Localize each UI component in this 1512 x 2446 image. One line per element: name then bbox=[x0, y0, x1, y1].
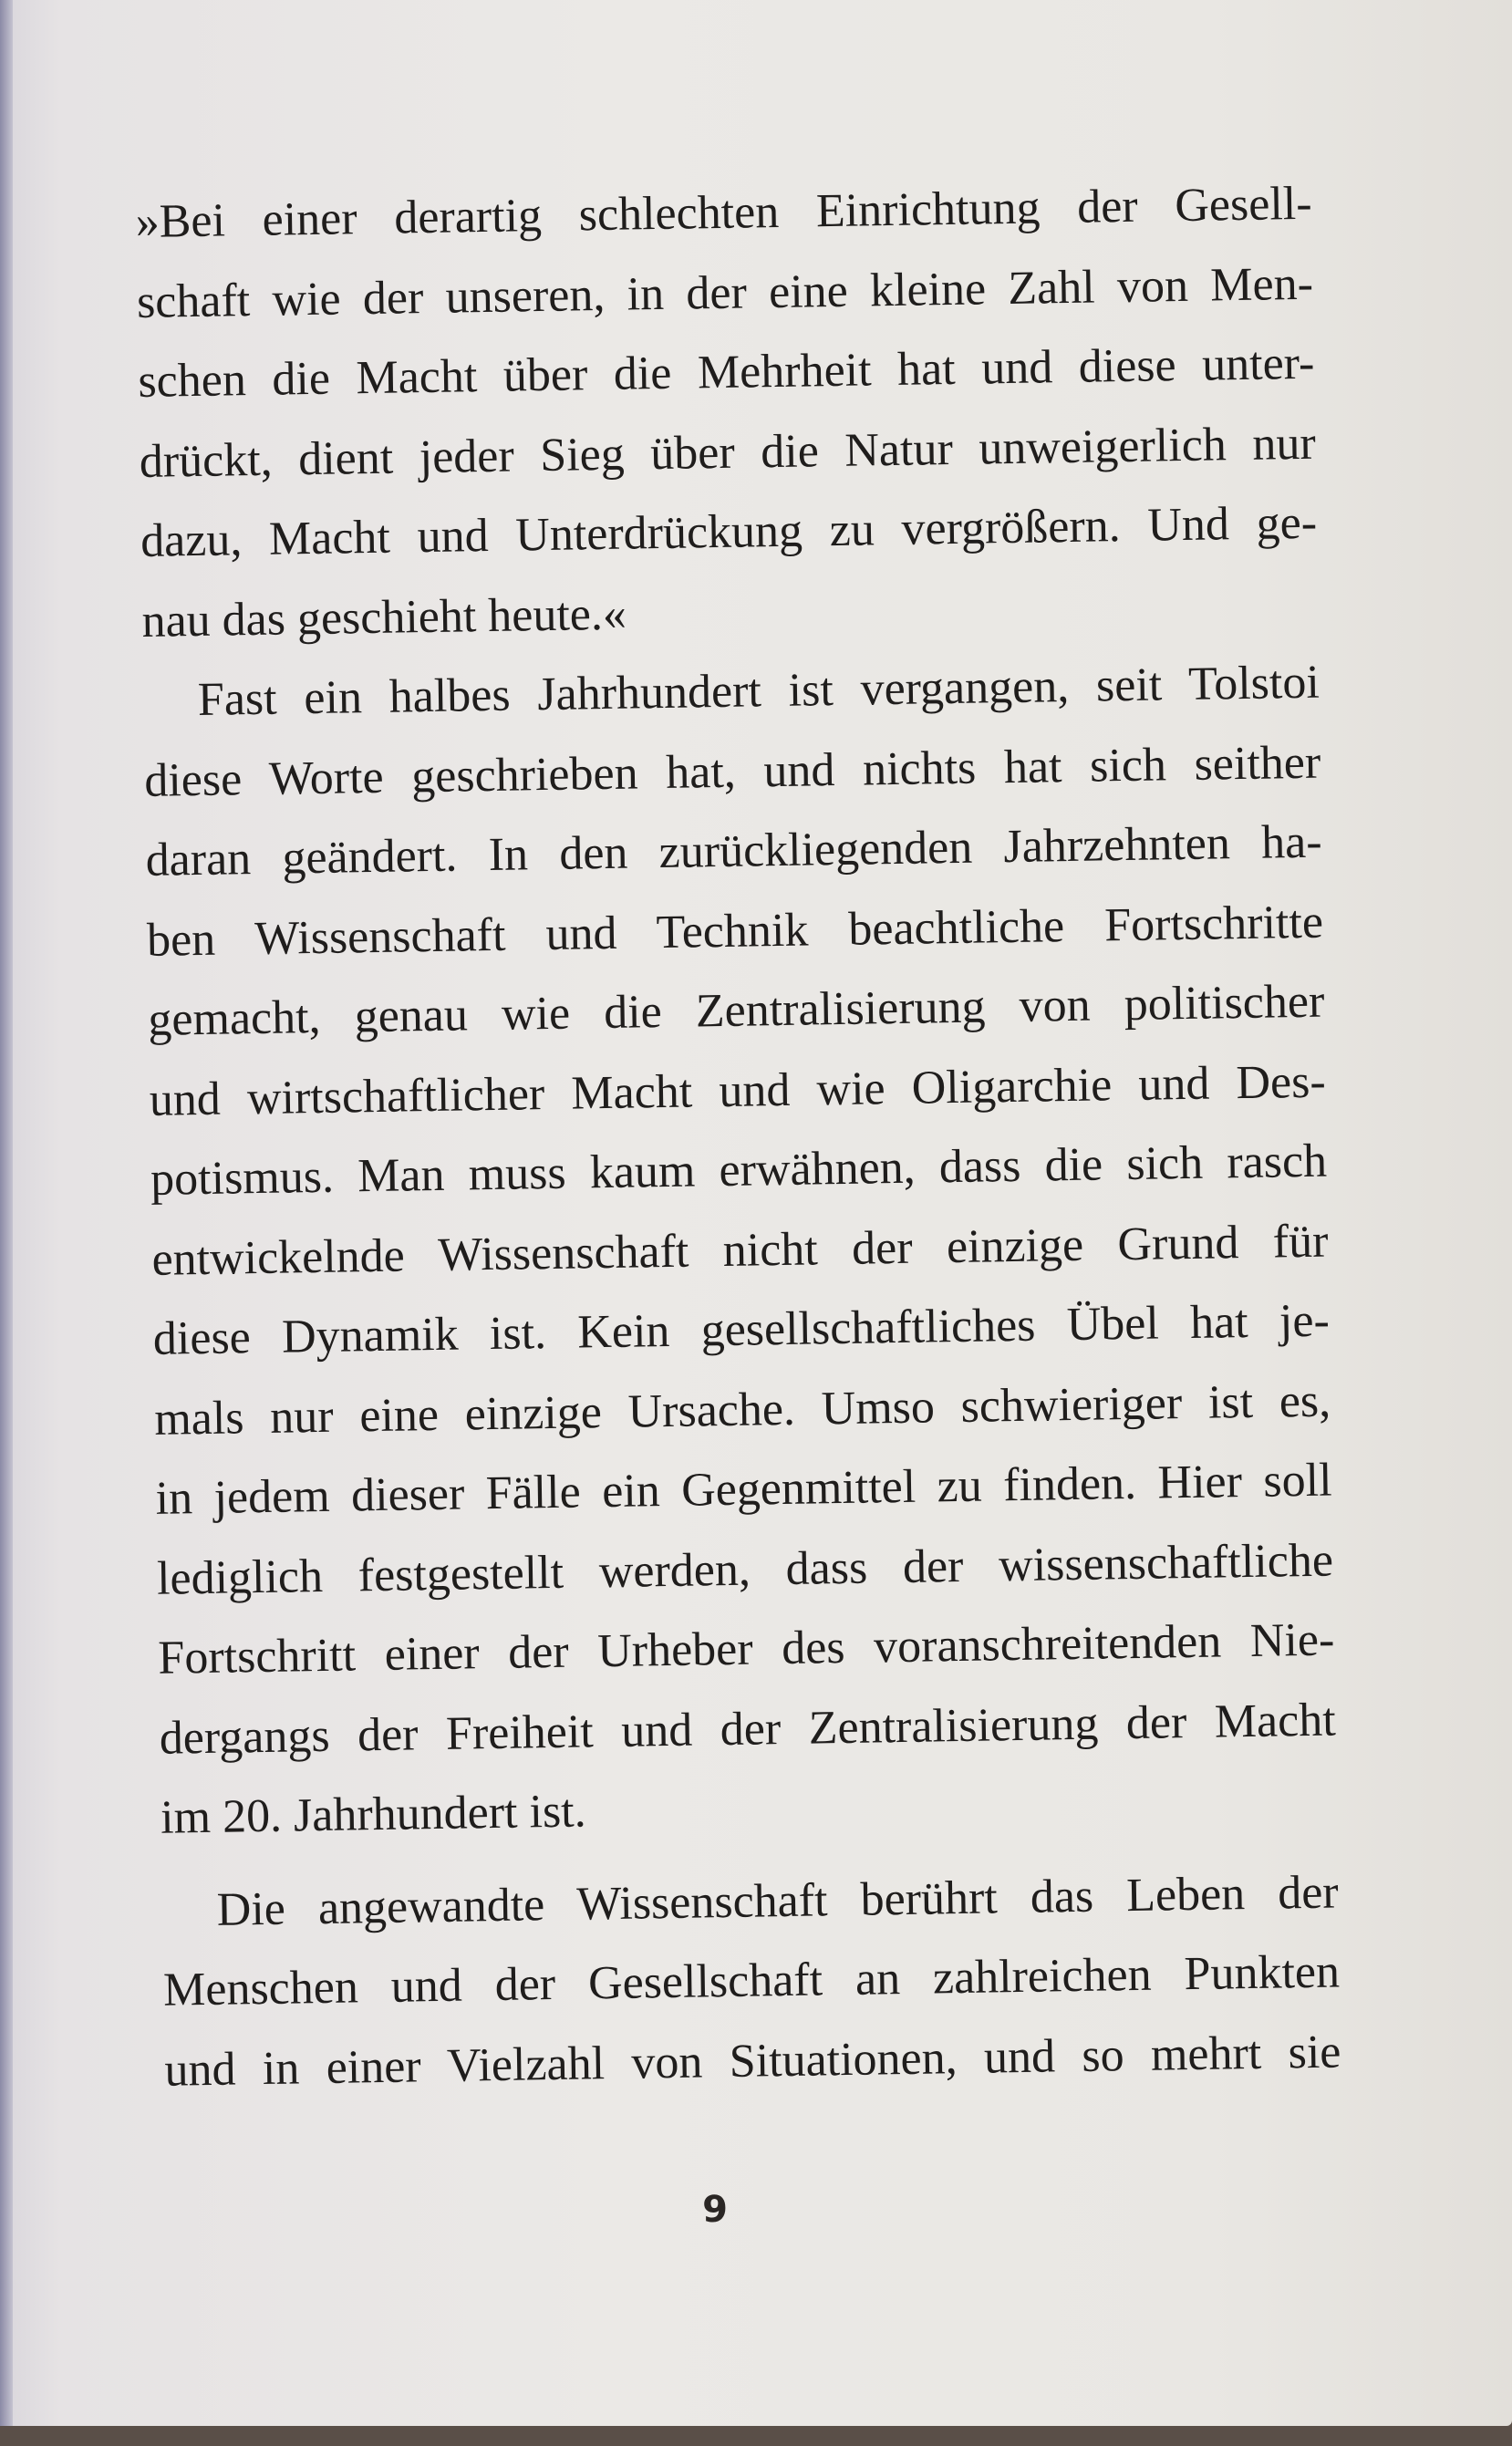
text-line: Menschen und der Gesellschaft an zahlreichen Punkten bbox=[162, 1945, 1341, 2016]
text-line: gemacht, genau wie die Zentralisierung von politischer bbox=[147, 975, 1325, 1046]
text-line: im 20. Jahrhundert ist. bbox=[160, 1785, 587, 1844]
text-line: und in einer Vielzahl von Situationen, und so mehrt sie bbox=[164, 2025, 1341, 2097]
text-line: dazu, Macht und Unterdrückung zu vergrößern. Und ge- bbox=[140, 496, 1318, 567]
text-line: diese Worte geschrieben hat, und nichts hat sich seither bbox=[143, 736, 1321, 807]
body-text bbox=[135, 164, 1341, 2110]
text-line: schaft wie der unseren, in der eine kleine Zahl von Men- bbox=[136, 257, 1314, 328]
text-line: schen die Macht über die Mehrheit hat und diese unter- bbox=[137, 337, 1315, 408]
text-line: in jedem dieser Fälle ein Gegenmittel zu finden. Hier soll bbox=[155, 1454, 1332, 1525]
text-line: lediglich festgestellt werden, dass der wissenschaftliche bbox=[156, 1534, 1334, 1605]
text-line: entwickelnde Wissenschaft nicht der einzige Grund für bbox=[151, 1215, 1329, 1286]
paragraph-tolstoi bbox=[142, 643, 1337, 1859]
text-line: potismus. Man muss kaum erwähnen, dass die sich rasch bbox=[150, 1135, 1328, 1206]
page-number: 9 bbox=[702, 2189, 728, 2231]
paragraph-wissenschaft bbox=[161, 1852, 1341, 2110]
text-line: Die angewandte Wissenschaft berührt das Leben der bbox=[216, 1866, 1340, 1936]
text-line: daran geändert. In den zurückliegenden Jahrzehnten ha- bbox=[145, 815, 1322, 886]
paragraph-quote bbox=[135, 164, 1319, 661]
text-line: nau das geschieht heute.« bbox=[141, 587, 627, 648]
bleed-through-text bbox=[153, 0, 1306, 185]
text-line: dergangs der Freiheit und der Zentralisierung der Macht bbox=[159, 1694, 1337, 1765]
text-line: mals nur eine einzige Ursache. Umso schwieriger ist es, bbox=[153, 1374, 1331, 1446]
text-line: Fortschritt einer der Urheber des voranschreitenden Nie- bbox=[157, 1613, 1335, 1684]
text-line: Fast ein halbes Jahrhundert ist vergangen, seit Tolstoi bbox=[197, 656, 1320, 726]
text-line: ben Wissenschaft und Technik beachtliche Fortschritte bbox=[146, 896, 1324, 967]
text-line: diese Dynamik ist. Kein gesellschaftliches Übel hat je- bbox=[152, 1294, 1331, 1365]
text-line: und wirtschaftlicher Macht und wie Oligarchie und Des- bbox=[149, 1055, 1327, 1126]
text-line: drückt, dient jeder Sieg über die Natur unweigerlich nur bbox=[139, 417, 1317, 488]
text-line: »Bei einer derartig schlechten Einrichtung der Gesell- bbox=[135, 177, 1312, 248]
